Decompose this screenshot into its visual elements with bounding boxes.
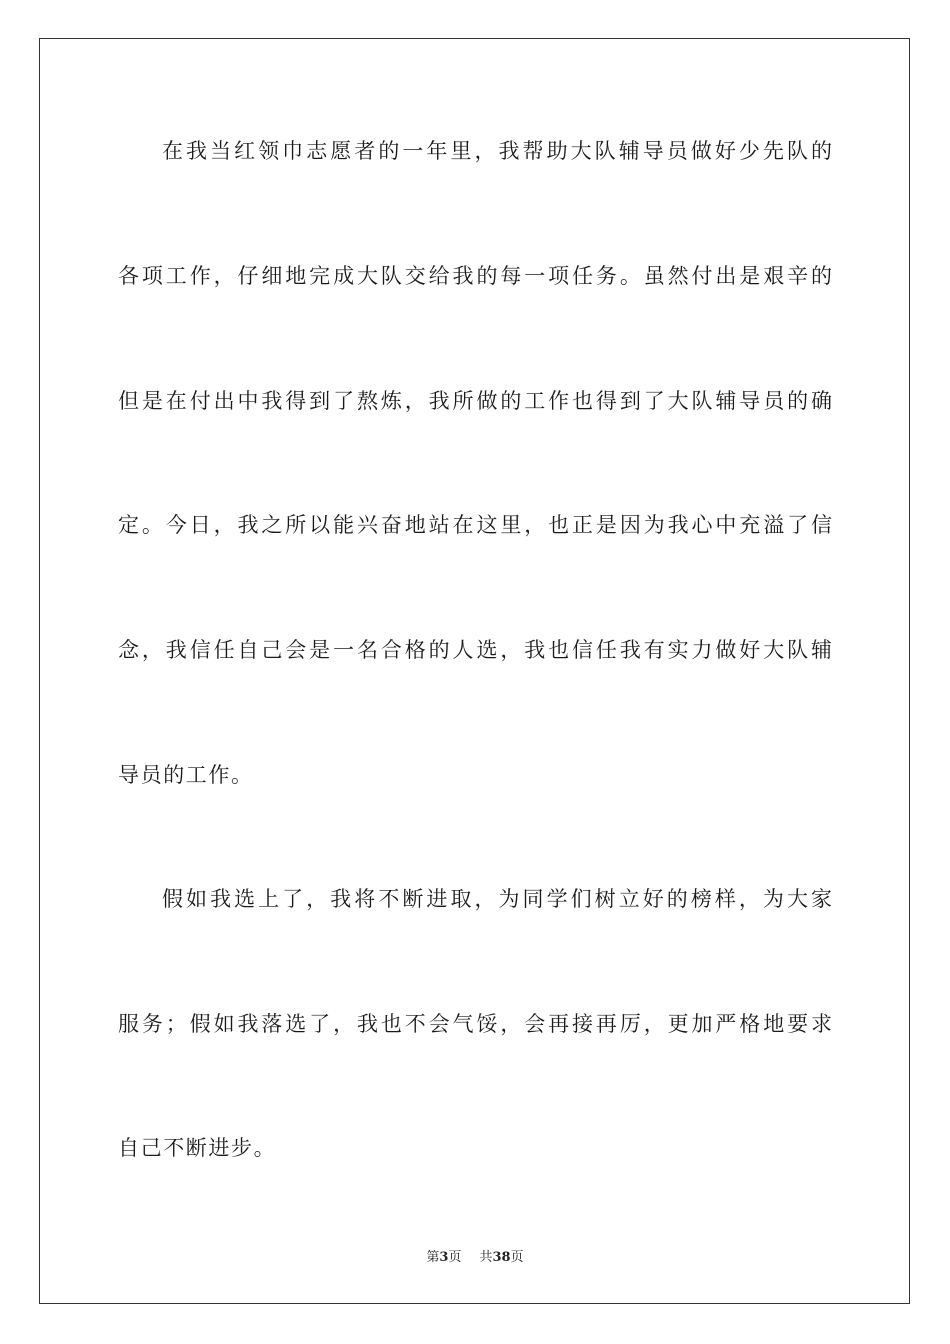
footer-prefix: 第 <box>426 1250 440 1265</box>
current-page-number: 3 <box>439 1250 449 1265</box>
paragraph-1-line-6: 导员的工作。 <box>118 763 254 787</box>
paragraph-1-line-5: 念，我信任自己会是一名合格的人选，我也信任我有实力做好大队辅 <box>118 638 832 662</box>
page-border <box>39 38 910 1304</box>
paragraph-2-line-1: 假如我选上了，我将不断进取，为同学们树立好的榜样，为大家 <box>162 887 832 911</box>
page-footer <box>0 1248 950 1268</box>
footer-total-suffix: 页 <box>510 1250 524 1265</box>
paragraph-2-line-3: 自己不断进步。 <box>118 1136 277 1160</box>
paragraph-1-line-3: 但是在付出中我得到了熬炼，我所做的工作也得到了大队辅导员的确 <box>118 389 832 413</box>
paragraph-1-line-2: 各项工作，仔细地完成大队交给我的每一项任务。虽然付出是艰辛的 <box>118 264 832 288</box>
paragraph-2-line-2: 服务；假如我落选了，我也不会气馁，会再接再厉，更加严格地要求 <box>118 1012 832 1036</box>
paragraph-1-line-1: 在我当红领巾志愿者的一年里，我帮助大队辅导员做好少先队的 <box>162 139 832 163</box>
paragraph-1-line-4: 定。今日，我之所以能兴奋地站在这里，也正是因为我心中充溢了信 <box>118 513 832 537</box>
footer-page-suffix: 页 <box>448 1250 462 1265</box>
total-pages-number: 38 <box>492 1250 511 1265</box>
footer-total-prefix: 共 <box>479 1250 493 1265</box>
